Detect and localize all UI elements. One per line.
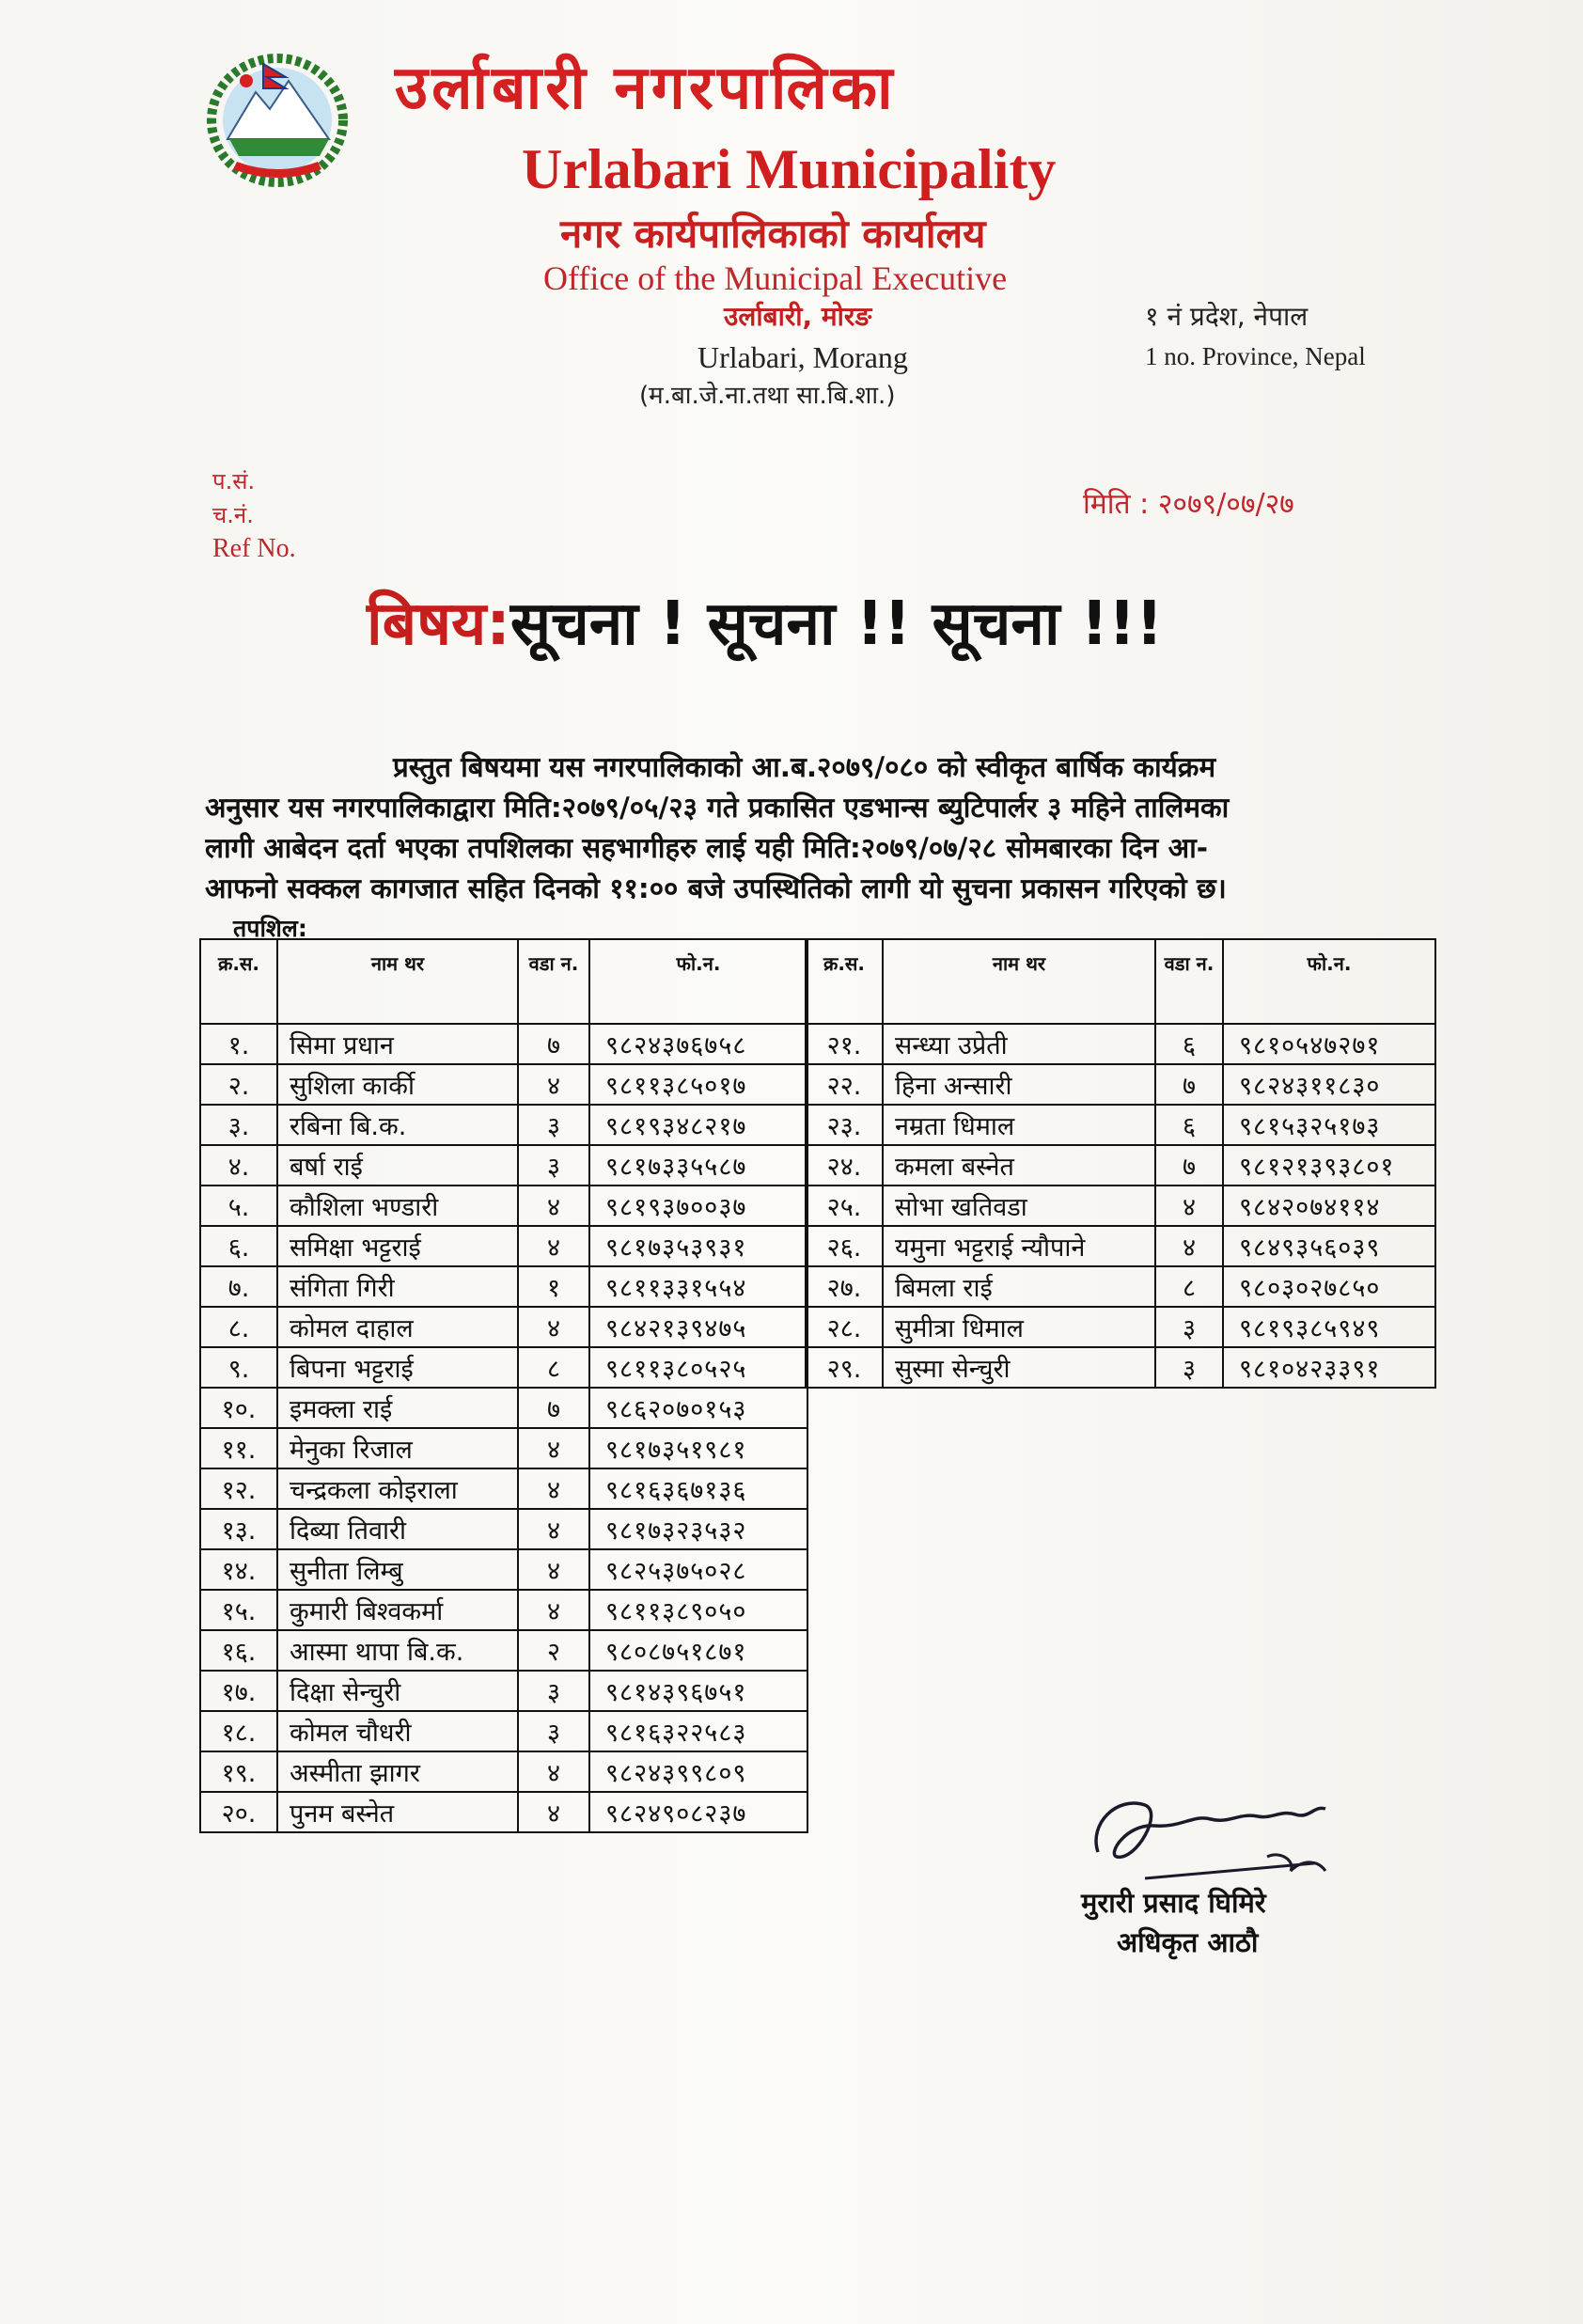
table-row: [200, 1711, 807, 1751]
cell-ward: ४: [518, 1590, 589, 1630]
cell-sn: १९.: [200, 1751, 277, 1792]
ref-ps-label: प.सं.: [212, 468, 256, 495]
table-row: [200, 1307, 807, 1347]
cell-ward: ४: [518, 1468, 589, 1509]
cell-name: सिमा प्रधान: [277, 1024, 518, 1064]
cell-name: दिब्या तिवारी: [277, 1509, 518, 1549]
cell-name: अस्मीता झागर: [277, 1751, 518, 1792]
cell-sn: ३.: [200, 1105, 277, 1145]
cell-phone: ९८१७३२३५३२: [589, 1509, 807, 1549]
table-row: [200, 1145, 807, 1186]
ref-chn-label: च.नं.: [212, 502, 254, 528]
cell-sn: २०.: [200, 1792, 277, 1832]
cell-phone: ९८२४९०८२३७: [589, 1792, 807, 1832]
table-row: [806, 1226, 1435, 1266]
office-code-np: (म.बा.जे.ना.तथा सा.बि.शा.): [639, 382, 896, 410]
table-row: [806, 1024, 1435, 1064]
cell-sn: १.: [200, 1024, 277, 1064]
province-np: १ नं प्रदेश, नेपाल: [1145, 301, 1309, 332]
subject-label: बिषय:: [367, 589, 510, 659]
letter-date: मिति : २०७९/०७/२७: [1083, 488, 1294, 521]
table-row: [200, 1468, 807, 1509]
cell-ward: ८: [518, 1347, 589, 1388]
table-row: [806, 1307, 1435, 1347]
cell-ward: ३: [1155, 1307, 1223, 1347]
cell-phone: ९८१९३४८२१७: [589, 1105, 807, 1145]
cell-phone: ९८११३३१५५४: [589, 1266, 807, 1307]
cell-name: कमला बस्नेत: [883, 1145, 1155, 1186]
participants-table-right: [805, 938, 1436, 1389]
table-row: [806, 1064, 1435, 1105]
header-name: नाम थर: [277, 939, 518, 1024]
cell-ward: ३: [1155, 1347, 1223, 1388]
cell-sn: २३.: [806, 1105, 883, 1145]
notice-body: [205, 747, 1427, 909]
cell-name: हिना अन्सारी: [883, 1064, 1155, 1105]
cell-sn: ६.: [200, 1226, 277, 1266]
cell-sn: ७.: [200, 1266, 277, 1307]
cell-name: यमुना भट्टराई न्यौपाने: [883, 1226, 1155, 1266]
header-phone: फो.न.: [589, 939, 807, 1024]
cell-sn: १२.: [200, 1468, 277, 1509]
cell-phone: ९८१७३३५५८७: [589, 1145, 807, 1186]
cell-name: कुमारी बिश्वकर्मा: [277, 1590, 518, 1630]
table-row: [806, 1105, 1435, 1145]
cell-sn: १०.: [200, 1388, 277, 1428]
cell-name: मेनुका रिजाल: [277, 1428, 518, 1468]
table-row: [200, 1105, 807, 1145]
table-row: [200, 1509, 807, 1549]
cell-ward: ७: [1155, 1145, 1223, 1186]
cell-ward: ६: [1155, 1024, 1223, 1064]
cell-sn: १६.: [200, 1630, 277, 1671]
cell-name: सुनीता लिम्बु: [277, 1549, 518, 1590]
cell-ward: २: [518, 1630, 589, 1671]
address-en: Urlabari, Morang: [697, 340, 908, 374]
header-ward: वडा न.: [518, 939, 589, 1024]
cell-sn: २८.: [806, 1307, 883, 1347]
cell-sn: ११.: [200, 1428, 277, 1468]
cell-phone: ९८१२१३९३८०१: [1223, 1145, 1435, 1186]
cell-ward: ४: [518, 1509, 589, 1549]
cell-name: पुनम बस्नेत: [277, 1792, 518, 1832]
cell-phone: ९८११३८०५२५: [589, 1347, 807, 1388]
table-row: [200, 1347, 807, 1388]
body-line: आफनो सक्कल कागजात सहित दिनको ११:०० बजे उपस्थितिको लागी यो सुचना प्रकासन गरिएको छ।: [205, 872, 1227, 904]
table-row: [200, 1428, 807, 1468]
cell-sn: २६.: [806, 1226, 883, 1266]
table-row: [200, 1751, 807, 1792]
table-row: [806, 1186, 1435, 1226]
cell-phone: ९८४९३५६०३९: [1223, 1226, 1435, 1266]
table-row: [806, 1347, 1435, 1388]
cell-sn: ९.: [200, 1347, 277, 1388]
cell-name: नम्रता धिमाल: [883, 1105, 1155, 1145]
cell-ward: ७: [1155, 1064, 1223, 1105]
cell-name: बिमला राई: [883, 1266, 1155, 1307]
table-row: [200, 1024, 807, 1064]
municipality-title-np: उर्लाबारी नगरपालिका: [395, 54, 897, 123]
cell-name: संगिता गिरी: [277, 1266, 518, 1307]
table-row: [806, 1266, 1435, 1307]
table-row: [200, 1590, 807, 1630]
cell-phone: ९८४२०७४११४: [1223, 1186, 1435, 1226]
cell-ward: ४: [518, 1428, 589, 1468]
tapasil-label: तपशिल:: [233, 915, 307, 942]
cell-phone: ९८११३८९०५०: [589, 1590, 807, 1630]
cell-phone: ९८४२१३९४७५: [589, 1307, 807, 1347]
cell-ward: ३: [518, 1711, 589, 1751]
office-title-en: Office of the Municipal Executive: [543, 259, 1008, 297]
header-phone: फो.न.: [1223, 939, 1435, 1024]
cell-name: आस्मा थापा बि.क.: [277, 1630, 518, 1671]
cell-sn: २२.: [806, 1064, 883, 1105]
province-en: 1 no. Province, Nepal: [1145, 342, 1366, 370]
cell-sn: ८.: [200, 1307, 277, 1347]
cell-name: समिक्षा भट्टराई: [277, 1226, 518, 1266]
cell-phone: ९८१७३५३९३१: [589, 1226, 807, 1266]
cell-name: सुस्मा सेन्चुरी: [883, 1347, 1155, 1388]
signatory-name: मुरारी प्रसाद घिमिरे: [1081, 1887, 1266, 1919]
cell-sn: १५.: [200, 1590, 277, 1630]
cell-name: कोमल दाहाल: [277, 1307, 518, 1347]
nepal-emblem-icon: [199, 45, 355, 192]
address-np: उर्लाबारी, मोरङ: [724, 301, 872, 332]
cell-sn: २४.: [806, 1145, 883, 1186]
cell-phone: ९८२४३७६७५८: [589, 1024, 807, 1064]
cell-sn: २९.: [806, 1347, 883, 1388]
table-row: [200, 1630, 807, 1671]
cell-ward: ७: [518, 1388, 589, 1428]
body-line: लागी आबेदन दर्ता भएका तपशिलका सहभागीहरु लाई यही मिति:२०७९/०७/२८ सोमबारका दिन आ-: [205, 832, 1208, 864]
cell-sn: १३.: [200, 1509, 277, 1549]
cell-name: बिपना भट्टराई: [277, 1347, 518, 1388]
cell-name: कौशिला भण्डारी: [277, 1186, 518, 1226]
cell-phone: ९८१०५४७२७१: [1223, 1024, 1435, 1064]
cell-sn: २१.: [806, 1024, 883, 1064]
cell-ward: १: [518, 1266, 589, 1307]
cell-phone: ९८२४३९९८०९: [589, 1751, 807, 1792]
table-row: [200, 1226, 807, 1266]
cell-sn: २७.: [806, 1266, 883, 1307]
cell-phone: ९८१७३५१९८१: [589, 1428, 807, 1468]
cell-phone: ९८२४३११८३०: [1223, 1064, 1435, 1105]
table-row: [200, 1064, 807, 1105]
cell-ward: ६: [1155, 1105, 1223, 1145]
cell-name: रबिना बि.क.: [277, 1105, 518, 1145]
cell-ward: ४: [518, 1307, 589, 1347]
header-name: नाम थर: [883, 939, 1155, 1024]
cell-ward: ३: [518, 1105, 589, 1145]
cell-name: सन्ध्या उप्रेती: [883, 1024, 1155, 1064]
cell-phone: ९८६२०७०१५३: [589, 1388, 807, 1428]
cell-sn: १८.: [200, 1711, 277, 1751]
subject-text: सूचना ! सूचना !! सूचना !!!: [509, 589, 1164, 659]
cell-ward: ३: [518, 1145, 589, 1186]
table-row: [200, 1792, 807, 1832]
participants-table-left: [199, 938, 808, 1833]
cell-sn: ५.: [200, 1186, 277, 1226]
table-row: [806, 1145, 1435, 1186]
table-row: [200, 1266, 807, 1307]
cell-name: कोमल चौधरी: [277, 1711, 518, 1751]
cell-ward: ४: [1155, 1186, 1223, 1226]
cell-phone: ९८१९३७००३७: [589, 1186, 807, 1226]
cell-phone: ९८१६३२२५८३: [589, 1711, 807, 1751]
table-row: [200, 1549, 807, 1590]
cell-ward: ४: [518, 1549, 589, 1590]
cell-phone: ९८११३८५०१७: [589, 1064, 807, 1105]
cell-ward: ४: [518, 1226, 589, 1266]
header-sn: क्र.स.: [806, 939, 883, 1024]
cell-sn: २.: [200, 1064, 277, 1105]
signatory-title: अधिकृत आठौ: [1117, 1926, 1259, 1958]
cell-sn: ४.: [200, 1145, 277, 1186]
cell-ward: ४: [518, 1751, 589, 1792]
cell-name: सोभा खतिवडा: [883, 1186, 1155, 1226]
cell-name: सुमीत्रा धिमाल: [883, 1307, 1155, 1347]
cell-phone: ९८१५३२५१७३: [1223, 1105, 1435, 1145]
cell-phone: ९८०३०२७८५०: [1223, 1266, 1435, 1307]
table-row: [200, 1186, 807, 1226]
cell-phone: ९८१९३८५९४९: [1223, 1307, 1435, 1347]
cell-phone: ९८०८७५१८७१: [589, 1630, 807, 1671]
cell-name: बर्षा राई: [277, 1145, 518, 1186]
table-row: [200, 1671, 807, 1711]
cell-sn: १७.: [200, 1671, 277, 1711]
signature-mark: [1079, 1767, 1361, 1899]
cell-name: दिक्षा सेन्चुरी: [277, 1671, 518, 1711]
office-title-np: नगर कार्यपालिकाको कार्यालय: [560, 211, 986, 257]
cell-phone: ९८१६३६७१३६: [589, 1468, 807, 1509]
subject-heading: [367, 589, 1307, 659]
cell-ward: ४: [1155, 1226, 1223, 1266]
cell-ward: ४: [518, 1792, 589, 1832]
cell-ward: ४: [518, 1064, 589, 1105]
body-line: प्रस्तुत बिषयमा यस नगरपालिकाको आ.ब.२०७९/०८० को स्वीकृत बार्षिक कार्यक्रम: [393, 751, 1216, 783]
cell-name: सुशिला कार्की: [277, 1064, 518, 1105]
cell-phone: ९८१४३९६७५१: [589, 1671, 807, 1711]
cell-ward: ७: [518, 1024, 589, 1064]
cell-name: इमक्ला राई: [277, 1388, 518, 1428]
cell-phone: ९८२५३७५०२८: [589, 1549, 807, 1590]
cell-ward: ४: [518, 1186, 589, 1226]
cell-ward: ८: [1155, 1266, 1223, 1307]
header-sn: क्र.स.: [200, 939, 277, 1024]
table-row: [200, 1388, 807, 1428]
cell-name: चन्द्रकला कोइराला: [277, 1468, 518, 1509]
ref-no-label: Ref No.: [212, 534, 296, 563]
cell-phone: ९८१०४२३३९१: [1223, 1347, 1435, 1388]
header-ward: वडा न.: [1155, 939, 1223, 1024]
cell-sn: १४.: [200, 1549, 277, 1590]
body-line: अनुसार यस नगरपालिकाद्वारा मिति:२०७९/०५/२३ गते प्रकासित एडभान्स ब्युटिपार्लर ३ महिने तालिमका: [205, 792, 1230, 824]
cell-sn: २५.: [806, 1186, 883, 1226]
cell-ward: ३: [518, 1671, 589, 1711]
municipality-title-en: Urlabari Municipality: [522, 138, 1057, 200]
